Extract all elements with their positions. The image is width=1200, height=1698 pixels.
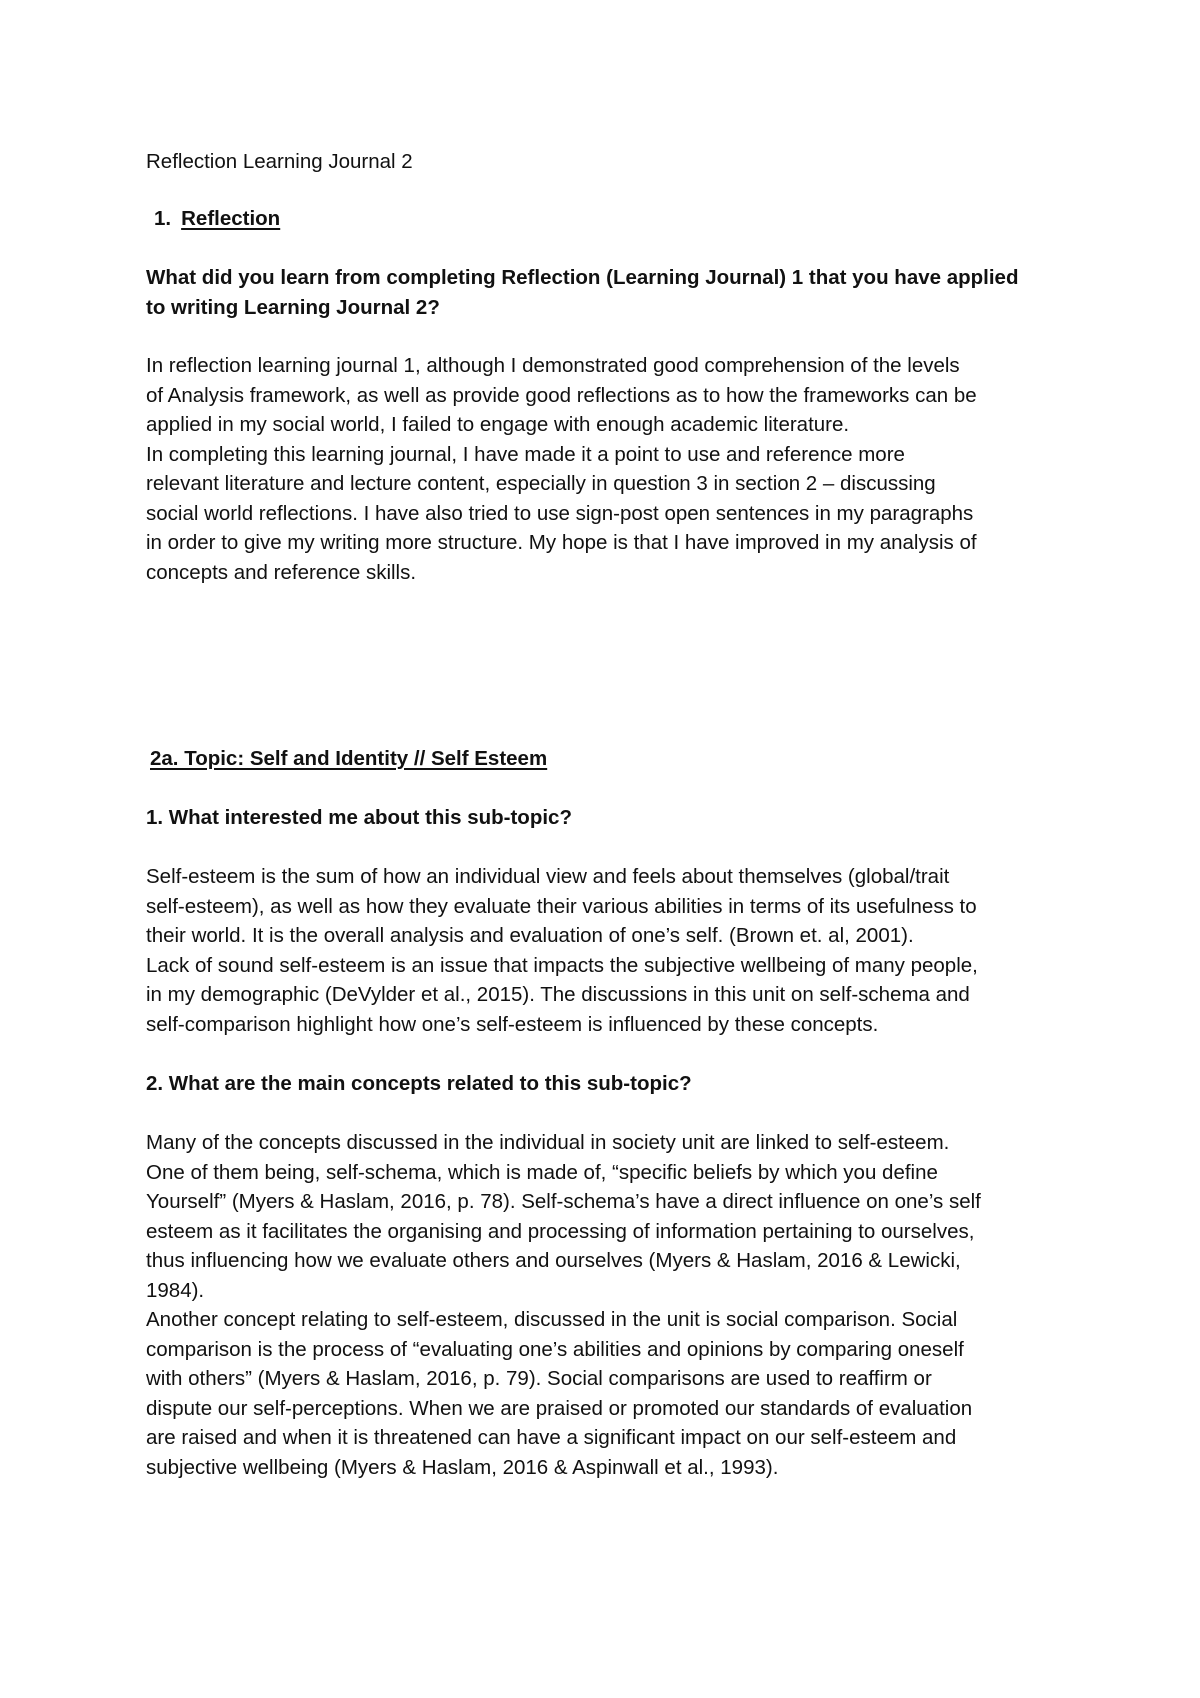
section-1-answer: In reflection learning journal 1, although I demonstrated good comprehension of the levels of Analysis framework, as well as provide good reflections as to how the frameworks can be applied in my social world, I failed to engage with enough academic literature. In completing this learning journal, I have made it a point to use and reference more relevant literature and lecture content, especially in question 3 in section 2 – discussing social world reflections. I have also tried to use sign-post open sentences in my paragraphs in order to give my writing more structure. My hope is that I have improved in my analysis of concepts and reference skills. — [146, 354, 977, 584]
section-2a-answer-2: Many of the concepts discussed in the individual in society unit are linked to self-esteem. One of them being, self-schema, which is made of, “specific beliefs by which you define Yourself” (Myers & Haslam, 2016, p. 78). Self-schema’s have a direct influence on one’s self esteem as it facilitates the organising and processing of information pertaining to ourselves, thus influencing how we evaluate others and ourselves (Myers & Haslam, 2016 & Lewicki, 1984). Another concept relating to self-esteem, discussed in the unit is social comparison. Social comparison is the process of “evaluating one’s abilities and opinions by comparing oneself with others” (Myers & Haslam, 2016, p. 79). Social comparisons are used to reaffirm or dispute our self-perceptions. When we are praised or promoted our standards of evaluation are raised and when it is threatened can have a significant impact on our self-esteem and subjective wellbeing (Myers & Haslam, 2016 & Aspinwall et al., 1993). — [146, 1131, 981, 1479]
section-1-title: Reflection — [181, 207, 281, 230]
section-2a-question-1: 1. What interested me about this sub-topic? — [146, 806, 572, 829]
section-2a-answer-1: Self-esteem is the sum of how an individual view and feels about themselves (global/trait self-esteem), as well as how they evaluate their various abilities in terms of its usefulness to their world. It is the overall analysis and evaluation of one’s self. (Brown et. al, 2001). Lack of sound self-esteem is an issue that impacts the subjective wellbeing of many people, in my demographic (DeVylder et al., 2015). The discussions in this unit on self-schema and self-comparison highlight how one’s self-esteem is influenced by these concepts. — [146, 865, 978, 1036]
section-1-heading — [146, 204, 1076, 234]
section-1-question: What did you learn from completing Reflection (Learning Journal) 1 that you have applied to writing Learning Journal 2? — [146, 266, 1019, 319]
section-1-number: 1. — [154, 207, 172, 230]
section-2a-heading: 2a. Topic: Self and Identity // Self Esteem — [150, 747, 548, 770]
section-2a-question-2: 2. What are the main concepts related to this sub-topic? — [146, 1072, 692, 1095]
document-title: Reflection Learning Journal 2 — [146, 150, 413, 173]
